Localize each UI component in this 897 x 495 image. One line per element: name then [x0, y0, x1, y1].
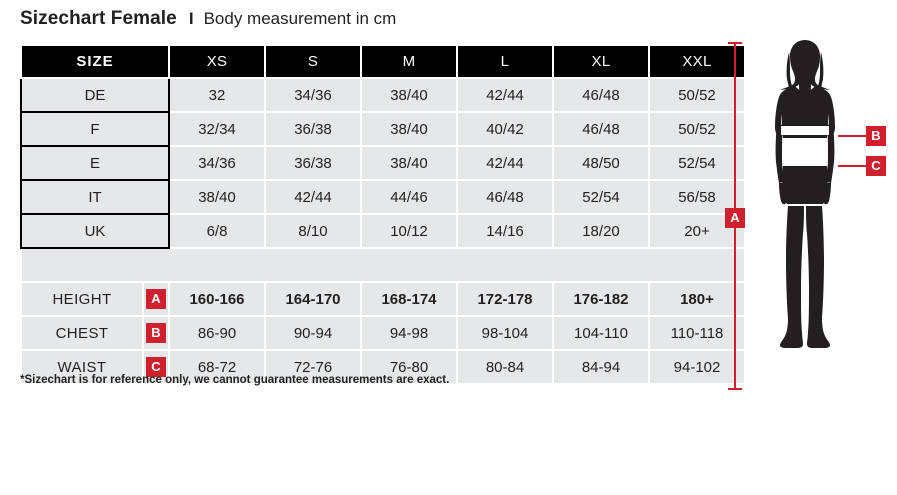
header-separator: I	[188, 9, 194, 28]
header-cell-l: L	[457, 45, 553, 78]
cell-e-xxl: 52/54	[649, 146, 745, 180]
cell-uk-l: 14/16	[457, 214, 553, 248]
table-row	[21, 214, 745, 248]
cell-f-m: 38/40	[361, 112, 457, 146]
cell-it-s: 42/44	[265, 180, 361, 214]
header-cell-xs: XS	[169, 45, 265, 78]
table-row	[21, 316, 745, 350]
cell-uk-xl: 18/20	[553, 214, 649, 248]
cell-height-xxl: 180+	[649, 282, 745, 316]
header-cell-size: SIZE	[21, 45, 169, 78]
figure-badge-a: A	[725, 208, 745, 228]
cell-it-xs: 38/40	[169, 180, 265, 214]
cell-waist-xxl: 94-102	[649, 350, 745, 384]
height-line-cap-top	[728, 42, 742, 44]
row-label-waist: WAIST	[21, 350, 143, 384]
page-title: Sizechart Female	[20, 8, 177, 29]
body-figure-area	[726, 38, 886, 478]
footnote: *Sizechart is for reference only, we cannot guarantee measurements are exact.	[20, 374, 450, 386]
table-row	[21, 146, 745, 180]
cell-f-l: 40/42	[457, 112, 553, 146]
cell-de-s: 34/36	[265, 78, 361, 112]
cell-e-m: 38/40	[361, 146, 457, 180]
cell-e-l: 42/44	[457, 146, 553, 180]
cell-e-s: 36/38	[265, 146, 361, 180]
cell-waist-m: 76-80	[361, 350, 457, 384]
table-row	[21, 282, 745, 316]
table-row	[21, 78, 745, 112]
row-label-de: DE	[21, 78, 169, 112]
cell-e-xs: 34/36	[169, 146, 265, 180]
height-line-cap-bottom	[728, 388, 742, 390]
female-body-silhouette-icon	[750, 38, 860, 398]
table-row	[21, 112, 745, 146]
row-label-chest: CHEST	[21, 316, 143, 350]
cell-height-xl: 176-182	[553, 282, 649, 316]
cell-height-m: 168-174	[361, 282, 457, 316]
badge-a-icon: A	[146, 289, 166, 309]
cell-f-s: 36/38	[265, 112, 361, 146]
cell-chest-xl: 104-110	[553, 316, 649, 350]
table-row	[21, 180, 745, 214]
row-badge-height-cell	[143, 282, 169, 316]
table-row-spacer	[21, 248, 745, 282]
cell-f-xxl: 50/52	[649, 112, 745, 146]
badge-b-icon: B	[146, 323, 166, 343]
cell-uk-xs: 6/8	[169, 214, 265, 248]
cell-waist-xl: 84-94	[553, 350, 649, 384]
row-label-e: E	[21, 146, 169, 180]
header-cell-xxl: XXL	[649, 45, 745, 78]
row-label-height: HEIGHT	[21, 282, 143, 316]
cell-height-l: 172-178	[457, 282, 553, 316]
row-label-uk: UK	[21, 214, 169, 248]
row-badge-chest-cell	[143, 316, 169, 350]
cell-height-s: 164-170	[265, 282, 361, 316]
cell-de-m: 38/40	[361, 78, 457, 112]
page-subtitle: Body measurement in cm	[203, 9, 397, 28]
sizechart-table-wrapper	[20, 44, 724, 385]
cell-uk-s: 8/10	[265, 214, 361, 248]
header-cell-s: S	[265, 45, 361, 78]
cell-waist-xs: 68-72	[169, 350, 265, 384]
cell-de-xs: 32	[169, 78, 265, 112]
badge-c-icon: C	[146, 357, 166, 377]
cell-waist-s: 72-76	[265, 350, 361, 384]
cell-f-xl: 46/48	[553, 112, 649, 146]
cell-waist-l: 80-84	[457, 350, 553, 384]
cell-it-m: 44/46	[361, 180, 457, 214]
cell-uk-xxl: 20+	[649, 214, 745, 248]
cell-de-xl: 46/48	[553, 78, 649, 112]
cell-height-xs: 160-166	[169, 282, 265, 316]
figure-badge-c: C	[866, 156, 886, 176]
cell-chest-s: 90-94	[265, 316, 361, 350]
cell-it-xl: 52/54	[553, 180, 649, 214]
sizechart-table	[20, 44, 746, 385]
cell-de-xxl: 50/52	[649, 78, 745, 112]
figure-badge-b: B	[866, 126, 886, 146]
cell-e-xl: 48/50	[553, 146, 649, 180]
cell-chest-xxl: 110-118	[649, 316, 745, 350]
page-header	[20, 8, 396, 30]
row-label-f: F	[21, 112, 169, 146]
table-header-row	[21, 45, 745, 78]
cell-de-l: 42/44	[457, 78, 553, 112]
header-cell-m: M	[361, 45, 457, 78]
cell-chest-xs: 86-90	[169, 316, 265, 350]
cell-f-xs: 32/34	[169, 112, 265, 146]
cell-chest-m: 94-98	[361, 316, 457, 350]
header-cell-xl: XL	[553, 45, 649, 78]
row-label-it: IT	[21, 180, 169, 214]
cell-it-l: 46/48	[457, 180, 553, 214]
cell-chest-l: 98-104	[457, 316, 553, 350]
cell-it-xxl: 56/58	[649, 180, 745, 214]
cell-uk-m: 10/12	[361, 214, 457, 248]
row-spacer	[21, 248, 745, 282]
